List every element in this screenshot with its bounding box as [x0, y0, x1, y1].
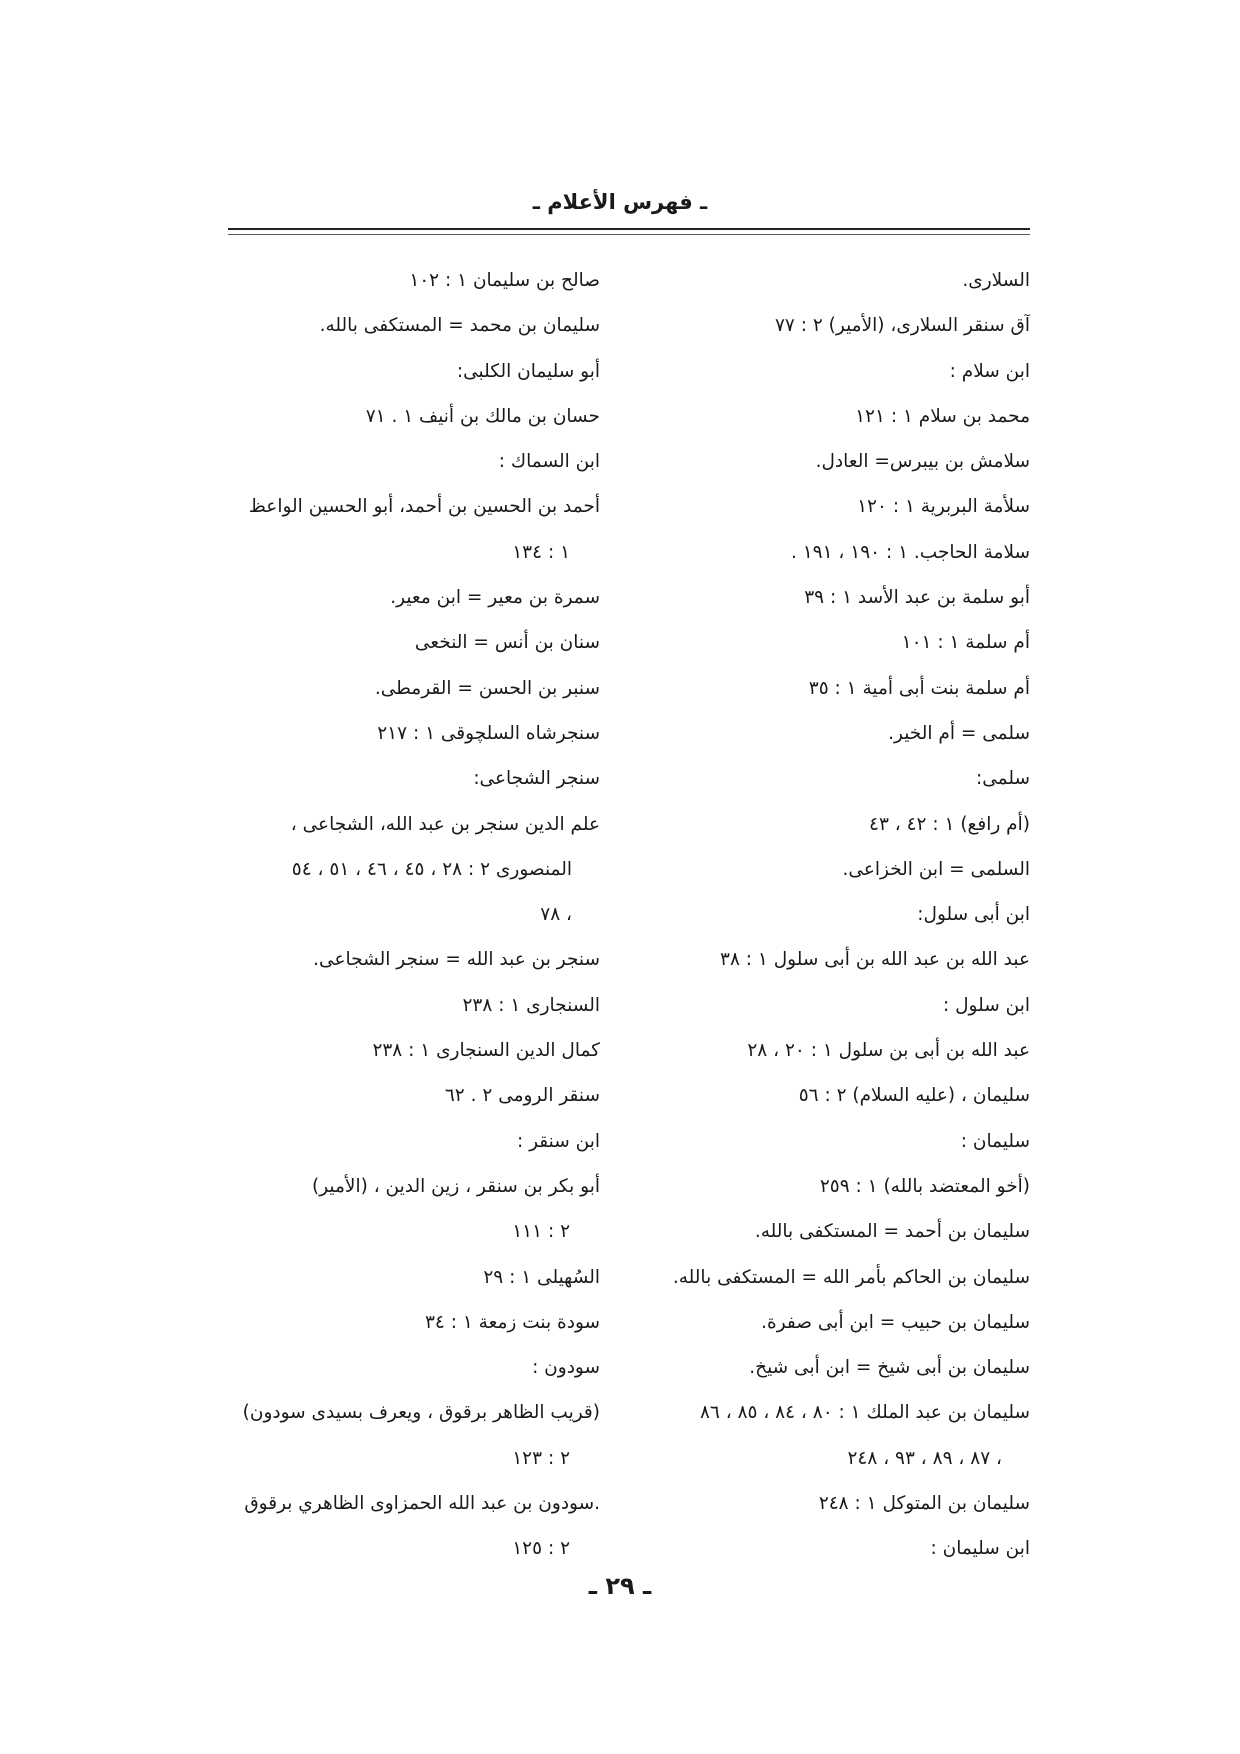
- index-entry: سودون :: [532, 1357, 600, 1379]
- index-entry: سليمان بن عبد الملك ١ : ٨٠ ، ٨٤ ، ٨٥ ، ٨٦: [699, 1402, 1030, 1424]
- index-entry: سودة بنت زمعة ١ : ٣٤: [424, 1311, 600, 1333]
- index-entry: سلامة الحاجب. ١ : ١٩٠ ، ١٩١ .: [790, 541, 1030, 563]
- index-entry: سنجرشاه السلچوقى ١ : ٢١٧: [377, 722, 600, 744]
- index-entry: ابن سليمان :: [930, 1538, 1030, 1560]
- index-entry: أبو بكر بن سنقر ، زين الدين ، (الأمير): [312, 1175, 600, 1197]
- index-entry: سليمان بن أبى شيخ = ابن أبى شيخ.: [749, 1357, 1030, 1379]
- header-rule: [228, 228, 1030, 230]
- index-entry: ابن سلام :: [949, 360, 1030, 382]
- index-column-right: [640, 258, 1030, 1572]
- index-entry: سليمان بن محمد = المستكفى بالله.: [319, 315, 600, 337]
- index-entry: أبو سليمان الكلبى:: [456, 360, 600, 382]
- index-entry: صالح بن سليمان ١ : ١٠٢: [409, 270, 600, 291]
- index-entry: (أم رافع) ١ : ٤٢ ، ٤٣: [869, 813, 1030, 835]
- index-entry: ابن سنقر :: [516, 1130, 600, 1152]
- index-entry: سنقر الرومى ٢ . ٦٢: [444, 1085, 600, 1107]
- index-entry: سليمان :: [960, 1130, 1030, 1152]
- header-rule-thin: [228, 234, 1030, 235]
- index-entry: سلامش بن بيبرس= العادل.: [815, 451, 1030, 473]
- index-entry: سليمان ، (عليه السلام) ٢ : ٥٦: [798, 1085, 1030, 1107]
- index-entry: آق سنقر السلارى، (الأمير) ٢ : ٧٧: [774, 315, 1030, 337]
- index-entry: سلمى = أم الخير.: [888, 722, 1030, 744]
- index-entry: (قريب الظاهر برقوق ، ويعرف بسيدى سودون): [242, 1402, 600, 1424]
- index-entry-continuation: ، ٨٧ ، ٨٩ ، ٩٣ ، ٢٤٨: [847, 1447, 1002, 1469]
- index-entry: أحمد بن الحسين بن أحمد، أبو الحسين الواعظ: [248, 496, 600, 518]
- index-entry: كمال الدين السنجارى ١ : ٢٣٨: [372, 1040, 600, 1062]
- index-entry-continuation: ، ٧٨: [540, 904, 572, 926]
- index-entry-continuation: ٢ : ١٢٥: [512, 1538, 570, 1560]
- index-entry-continuation: المنصورى ٢ : ٢٨ ، ٤٥ ، ٤٦ ، ٥١ ، ٥٤: [291, 858, 572, 880]
- running-head-title: ـ فهرس الأعلام ـ: [532, 190, 708, 214]
- index-entry: سليمان بن الحاكم بأمر الله = المستكفى بالله.: [672, 1266, 1030, 1288]
- index-entry: حسان بن مالك بن أنيف ١ . ٧١: [365, 405, 600, 427]
- index-entry: سليمان بن أحمد = المستكفى بالله.: [754, 1221, 1030, 1243]
- index-entry: سنبر بن الحسن = القرمطى.: [374, 677, 600, 699]
- index-entry: سلأمة البربرية ١ : ١٢٠: [857, 496, 1030, 518]
- index-entry: ابن سلول :: [943, 994, 1030, 1016]
- index-entry: (أخو المعتضد بالله) ١ : ٢٥٩: [819, 1175, 1030, 1197]
- index-entry: ابن السماك :: [498, 451, 600, 473]
- index-entry: سلمى:: [976, 768, 1030, 790]
- index-entry: محمد بن سلام ١ : ١٢١: [855, 405, 1030, 427]
- index-entry: سمرة بن معير = ابن معير.: [390, 587, 600, 609]
- index-entry-continuation: ٢ : ١١١: [512, 1221, 570, 1243]
- index-entry: السلمى = ابن الخزاعى.: [842, 858, 1030, 880]
- index-entry: أم سلمة ١ : ١٠١: [901, 632, 1030, 654]
- index-entry: سليمان بن المتوكل ١ : ٢٤٨: [818, 1493, 1030, 1515]
- index-entry: عبد الله بن عبد الله بن أبى سلول ١ : ٣٨: [720, 949, 1030, 971]
- page-number: ـ ٢٩ ـ: [588, 1572, 652, 1600]
- index-entry-continuation: ٢ : ١٢٣: [512, 1447, 570, 1469]
- index-entry: سنجر الشجاعى:: [473, 768, 600, 790]
- index-entry: .سودون بن عبد الله الحمزاوى الظاهري برقوق: [244, 1493, 600, 1515]
- index-entry: أبو سلمة بن عبد الأسد ١ : ٣٩: [804, 587, 1030, 609]
- index-entry: السُهيلى ١ : ٢٩: [483, 1266, 600, 1288]
- index-entry: سليمان بن حبيب = ابن أبى صفرة.: [761, 1311, 1030, 1333]
- index-entry: ابن أبى سلول:: [917, 904, 1030, 926]
- index-entry: سنان بن أنس = النخعى: [414, 632, 600, 654]
- index-entry: علم الدين سنجر بن عبد الله، الشجاعى ،: [290, 813, 600, 835]
- index-entry: السلارى.: [962, 270, 1030, 291]
- index-entry: أم سلمة بنت أبى أمية ١ : ٣٥: [808, 677, 1030, 699]
- index-entry: سنجر بن عبد الله = سنجر الشجاعى.: [313, 949, 600, 971]
- index-entry: عبد الله بن أبى بن سلول ١ : ٢٠ ، ٢٨: [747, 1040, 1030, 1062]
- index-entry: السنجارى ١ : ٢٣٨: [462, 994, 600, 1016]
- index-column-left: [200, 258, 600, 1572]
- index-entry-continuation: ١ : ١٣٤: [512, 541, 570, 563]
